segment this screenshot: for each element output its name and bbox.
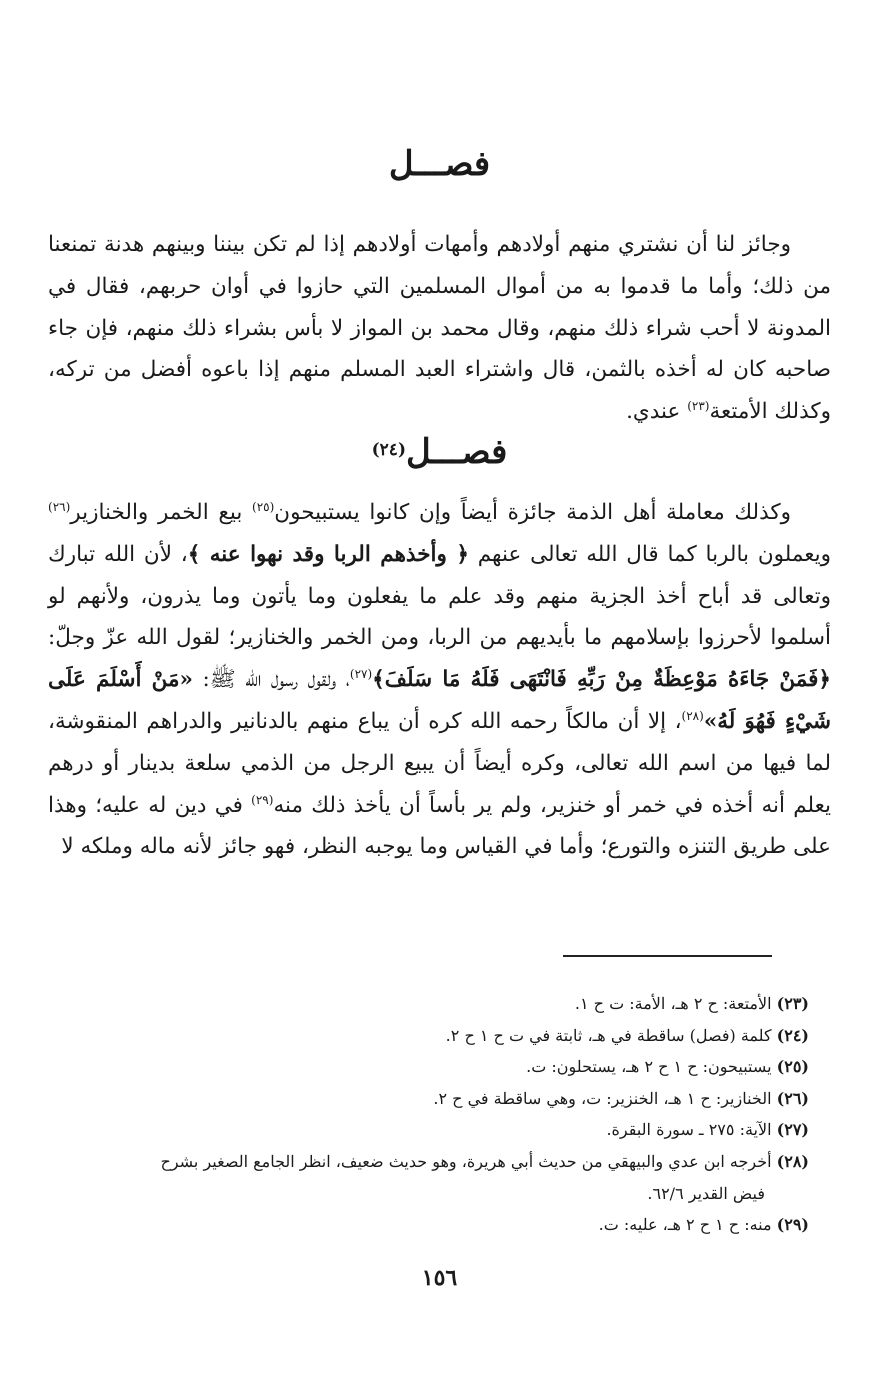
paragraph-text: وجائز لنا أن نشتري منهم أولادهم وأمهات أولادهم إذا لم تكن بيننا وبينهم هدنة تمنعنا من ذلك؛ وأما ما قدموا به من أموال المسلمين التي حازوا في أوان حربهم، فقال في المدونة لا أحب شراء ذلك منهم، وقال محمد بن المواز لا بأس بشراء ذلك منهم، فإن جاء صاحبه كان له أخذه بالثمن، قال واشتراء العبد المسلم منهم إذا باعوه أفضل من تركه، وكذلك الأمتعة bbox=[48, 232, 831, 425]
paragraph-text: في دين له عليه؛ وهذا على طريق التنزه والتورع؛ وأما في القياس وما يوجبه النظر، فهو جائز لأنه ماله وملكه لا bbox=[48, 792, 831, 860]
footnote-text: يستبيحون: ح ١ ح ٢ هـ، يستحلون: ت. bbox=[526, 1057, 777, 1077]
footnote bbox=[50, 1114, 809, 1146]
footnote-number: (٢٣) bbox=[776, 994, 809, 1013]
footnote-text: أخرجه ابن عدي والبيهقي من حديث أبي هريرة، وهو حديث ضعيف، انظر الجامع الصغير بشرح bbox=[160, 1151, 777, 1171]
footnote-number: (٢٥) bbox=[776, 1057, 809, 1077]
footnote bbox=[50, 1146, 809, 1178]
footnote bbox=[50, 1209, 809, 1241]
paragraph-text: عندي. bbox=[626, 399, 688, 425]
footnote bbox=[50, 1020, 809, 1052]
footnote bbox=[50, 988, 809, 1020]
paragraph-text: وكذلك معاملة أهل الذمة جائزة أيضاً وإن كانوا يستبيحون bbox=[274, 500, 792, 525]
footnote-text: الخنازير: ح ١ هـ، الخنزير: ت، وهي ساقطة في ح ٢. bbox=[433, 1088, 777, 1108]
footnote bbox=[50, 1083, 809, 1115]
footnote-text: الآية: ٢٧٥ ـ سورة البقرة. bbox=[606, 1120, 777, 1140]
quran-quote: ﴿فَمَنْ جَاءَهُ مَوْعِظَةٌ مِنْ رَبِّهِ فَانْتَهَى فَلَهُ مَا سَلَفَ﴾ bbox=[372, 667, 832, 693]
footnote-number: (٢٤) bbox=[776, 1025, 809, 1045]
footnote-number: (٢٩) bbox=[776, 1215, 809, 1235]
footnote-text: منه: ح ١ ح ٢ هـ، عليه: ت. bbox=[598, 1215, 777, 1235]
footnote-number: (٢٨) bbox=[776, 1151, 809, 1171]
paragraph bbox=[48, 492, 831, 868]
footnotes bbox=[50, 988, 809, 1241]
footnote-ref: (٢٨) bbox=[681, 708, 704, 723]
quran-quote: ﴿ وأخذهم الربا وقد نهوا عنه ﴾ bbox=[187, 541, 469, 567]
page-number: ١٥٦ bbox=[421, 1265, 458, 1291]
footnote-divider bbox=[563, 955, 772, 957]
hadith-quote: «مَنْ أَسْلَمَ عَلَى شَيْءٍ فَهُوَ لَهُ» bbox=[48, 667, 832, 734]
section-heading-2 bbox=[0, 432, 879, 472]
heading-text: فصـــل bbox=[405, 432, 508, 472]
section-2-body bbox=[48, 492, 831, 868]
footnote bbox=[50, 1051, 809, 1083]
footnote-text: الأمتعة: ح ٢ هـ، الأمة: ت ح ١. bbox=[574, 994, 777, 1013]
footnote-text: فيض القدير ٦٢/٦. bbox=[647, 1183, 765, 1203]
section-1-body bbox=[48, 224, 831, 433]
footnote-number: (٢٦) bbox=[776, 1088, 809, 1108]
footnote-continuation bbox=[50, 1178, 809, 1210]
paragraph-text: بيع الخمر والخنازير bbox=[70, 500, 253, 525]
footnote-number: (٢٧) bbox=[776, 1120, 809, 1140]
footnote-text: كلمة (فصل) ساقطة في هـ، ثابتة في ت ح ١ ح ٢. bbox=[445, 1025, 777, 1045]
footnote-ref: (٢٦) bbox=[48, 499, 71, 514]
heading-text: فصـــل bbox=[388, 144, 491, 184]
footnote-ref: (٢٣) bbox=[687, 399, 710, 414]
paragraph bbox=[48, 224, 831, 433]
paragraph-text: ويعملون بالربا كما قال الله تعالى عنهم bbox=[468, 541, 831, 567]
footnote-ref: (٢٧) bbox=[349, 667, 373, 682]
paragraph-text: ، لأن الله تبارك وتعالى قد أباح أخذ الجزية منهم وقد علم ما يفعلون وما يأتون وما يذرون، ولأنهم لو أسلموا لأحرزوا بإسلامهم ما بأيديهم من الربا، ومن الخمر والخنازير؛ لقول الله عزّ وجلّ: bbox=[48, 541, 831, 651]
paragraph-text: ، ولقول رسول الله ﷺ: bbox=[192, 667, 350, 693]
paragraph-text: ، إلا أن مالكاً رحمه الله كره أن يباع منهم بالدنانير والدراهم المنقوشة، لما فيها من اسم الله تعالى، وكره أيضاً أن يبيع الرجل من الذمي سلعة بدينار أو درهم يعلم أنه أخذه في خمر أو خنزير، ولم ير بأساً أن يأخذ ذلك منه bbox=[48, 708, 832, 818]
footnote-ref: (٢٥) bbox=[252, 499, 275, 514]
footnote-ref: (٢٤) bbox=[371, 440, 406, 460]
footnote-ref: (٢٩) bbox=[251, 792, 274, 807]
section-heading bbox=[0, 144, 879, 184]
